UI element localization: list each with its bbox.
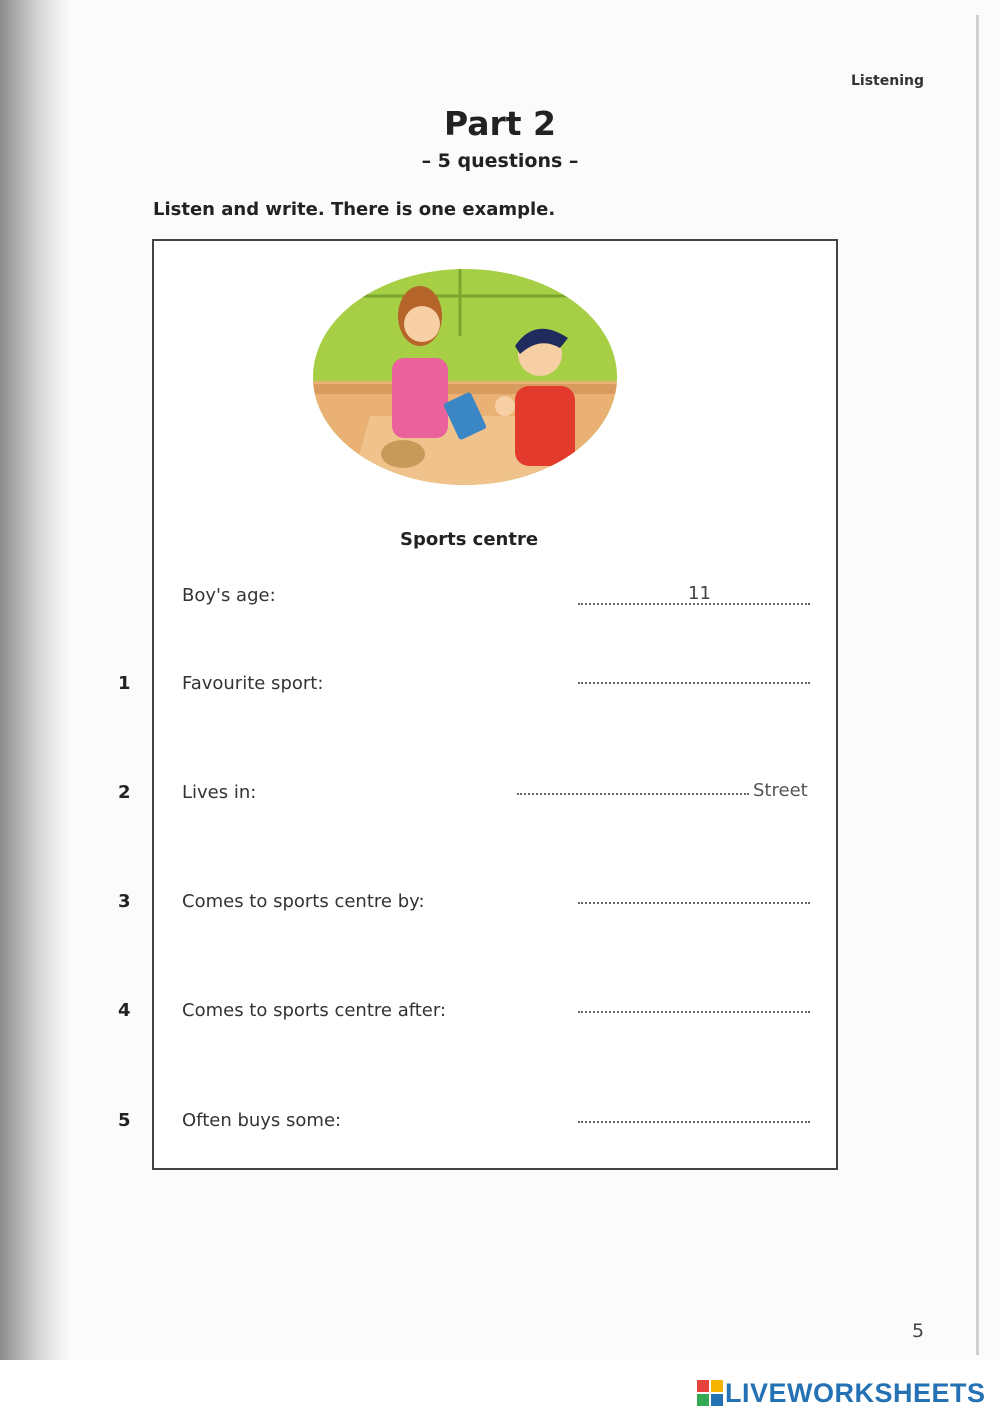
question-number: 1 [118,673,131,694]
example-label: Boy's age: [182,585,276,606]
part-subtitle: – 5 questions – [421,150,579,172]
page-edge [976,15,979,1355]
brand-logo[interactable] [697,1378,986,1408]
instruction-text: Listen and write. There is one example. [153,199,556,220]
answer-suffix: Street [753,780,808,801]
answer-field-2[interactable] [517,793,749,795]
brand-name: LIVEWORKSHEETS [725,1377,986,1408]
page-spine-shadow [0,0,70,1360]
example-answer: 11 [688,583,711,604]
answer-field-1[interactable] [578,682,810,684]
question-number: 5 [118,1110,131,1131]
illustration-image [310,266,620,488]
answer-field-4[interactable] [578,1011,810,1013]
question-label: Often buys some: [182,1110,342,1131]
question-number: 3 [118,891,131,912]
section-label: Listening [851,73,924,89]
page-number: 5 [912,1320,925,1342]
question-label: Lives in: [182,782,257,803]
liveworksheets-logo-icon [697,1380,723,1406]
question-number: 4 [118,1000,131,1021]
answer-field-3[interactable] [578,902,810,904]
question-label: Comes to sports centre after: [182,1000,447,1021]
question-label: Comes to sports centre by: [182,891,425,912]
answer-field-5[interactable] [578,1121,810,1123]
part-title: Part 2 [443,104,557,143]
form-heading: Sports centre [400,529,539,550]
question-number: 2 [118,782,131,803]
question-label: Favourite sport: [182,673,324,694]
